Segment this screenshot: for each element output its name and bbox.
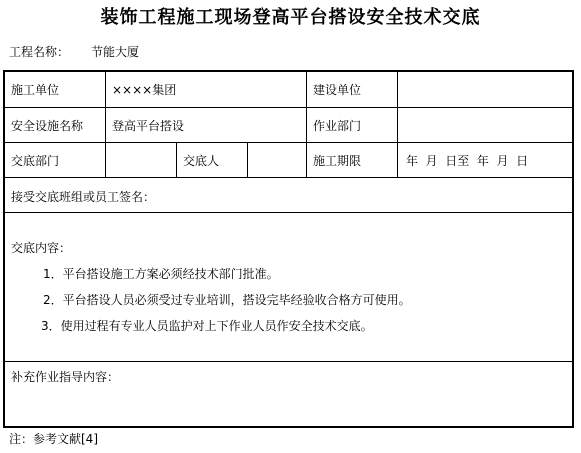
content-item-2: 2．平台搭设人员必须受过专业培训，搭设完毕经验收合格方可使用。 (43, 293, 411, 307)
content-row (5, 213, 572, 362)
safety-facility-label: 安全设施名称 (5, 108, 106, 142)
table-row-handover (5, 143, 572, 178)
signature-row (5, 178, 572, 213)
builder-unit-label: 建设单位 (307, 72, 398, 107)
document-title: 装饰工程施工现场登高平台搭设安全技术交底 (100, 7, 481, 28)
footnote: 注：参考文献[4] (9, 432, 98, 446)
project-name-line (9, 44, 139, 60)
work-dept-value (398, 108, 572, 142)
handover-dept-value (106, 143, 177, 177)
builder-unit-value (398, 72, 572, 107)
handover-form-table (3, 70, 574, 428)
supplement-label: 补充作业指导内容： (11, 370, 120, 384)
construction-unit-label: 施工单位 (5, 72, 106, 107)
signature-label: 接受交底班组或员工签名： (11, 190, 156, 204)
construction-period-value: 年 月 日至 年 月 日 (406, 153, 529, 168)
handover-dept-label: 交底部门 (5, 143, 106, 177)
safety-facility-value: 登高平台搭设 (106, 108, 307, 142)
handover-person-value (248, 143, 307, 177)
content-label: 交底内容： (11, 241, 72, 255)
work-dept-label: 作业部门 (307, 108, 398, 142)
content-item-1: 1．平台搭设施工方案必须经技术部门批准。 (43, 267, 279, 281)
construction-period-label: 施工期限 (307, 143, 398, 177)
supplement-row (5, 362, 572, 426)
project-name-value: 节能大厦 (91, 45, 140, 59)
project-name-label: 工程名称： (9, 45, 70, 59)
handover-person-label: 交底人 (177, 143, 248, 177)
table-row-facility (5, 108, 572, 143)
construction-unit-value: ××××集团 (106, 72, 307, 107)
content-item-3: 3．使用过程有专业人员监护对上下作业人员作安全技术交底。 (41, 319, 373, 333)
table-row-unit (5, 72, 572, 108)
